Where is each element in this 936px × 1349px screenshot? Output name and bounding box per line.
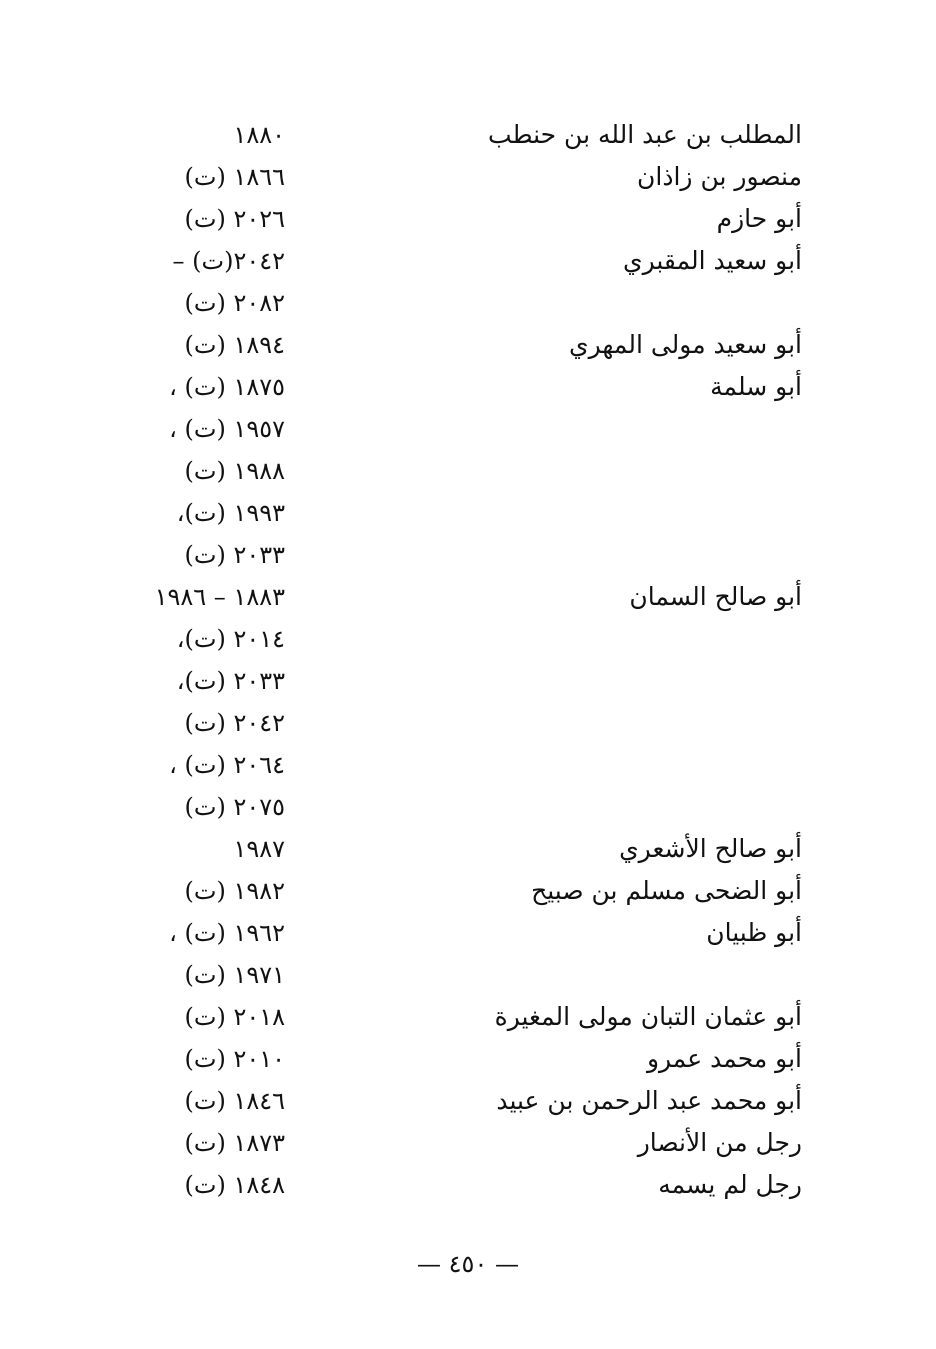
hadith-reference: ١٩٥٧ (ت) ، [169,415,285,443]
index-row [0,996,936,1038]
narrator-name: أبو الضحى مسلم بن صبيح [531,876,802,905]
index-row [0,408,936,450]
hadith-reference: ١٨٤٨ (ت) [184,1171,285,1199]
index-row [0,912,936,954]
index-row [0,114,936,156]
hadith-reference: ٢٠٣٣ (ت) [184,541,285,569]
narrator-name: رجل لم يسمه [658,1170,802,1199]
hadith-reference: ٢٠١٤ (ت)، [176,625,285,653]
index-row [0,954,936,996]
index-row [0,660,936,702]
hadith-reference: ١٩٨٨ (ت) [184,457,285,485]
hadith-reference: ١٩٧١ (ت) [184,961,285,989]
index-row [0,492,936,534]
narrator-name: أبو ظبيان [706,918,802,947]
narrator-name: أبو صالح السمان [629,582,802,611]
hadith-reference: ٢٠٨٢ (ت) [184,289,285,317]
index-row [0,702,936,744]
hadith-reference: ٢٠٣٣ (ت)، [176,667,285,695]
index-row [0,282,936,324]
index-row [0,534,936,576]
hadith-reference: ٢٠٦٤ (ت) ، [169,751,285,779]
index-row [0,744,936,786]
index-row [0,1080,936,1122]
index-row [0,1122,936,1164]
index-list [0,114,936,1206]
hadith-reference: ١٨٦٦ (ت) [184,163,285,191]
narrator-name: أبو سلمة [710,372,802,401]
index-row [0,1038,936,1080]
hadith-reference: ٢٠١٠ (ت) [184,1045,285,1073]
hadith-reference: ١٨٧٣ (ت) [184,1129,285,1157]
hadith-reference: ١٨٤٦ (ت) [184,1087,285,1115]
index-row [0,198,936,240]
hadith-reference: ٢٠٤٢ (ت) [184,709,285,737]
index-row [0,240,936,282]
narrator-name: رجل من الأنصار [637,1128,802,1157]
hadith-reference: ٢٠٢٦ (ت) [184,205,285,233]
hadith-reference: ١٩٦٢ (ت) ، [169,919,285,947]
hadith-reference: ١٨٨٠ [233,121,285,149]
narrator-name: المطلب بن عبد الله بن حنطب [488,120,802,149]
hadith-reference: ١٨٧٥ (ت) ، [169,373,285,401]
index-row [0,450,936,492]
hadith-reference: ١٩٨٧ [233,835,285,863]
narrator-name: منصور بن زاذان [637,162,802,191]
hadith-reference: ١٨٨٣ – ١٩٨٦ [154,583,285,611]
index-row [0,156,936,198]
index-row [0,828,936,870]
narrator-name: أبو حازم [716,204,802,233]
narrator-name: أبو محمد عبد الرحمن بن عبيد [496,1086,802,1115]
index-row [0,618,936,660]
hadith-reference: ١٨٩٤ (ت) [184,331,285,359]
narrator-name: أبو محمد عمرو [646,1044,802,1073]
hadith-reference: ١٩٨٢ (ت) [184,877,285,905]
hadith-reference: ٢٠٧٥ (ت) [184,793,285,821]
index-row [0,366,936,408]
index-row [0,786,936,828]
page-number: — ٤٥٠ — [417,1250,519,1278]
narrator-name: أبو عثمان التبان مولى المغيرة [494,1002,802,1031]
hadith-reference: ٢٠١٨ (ت) [184,1003,285,1031]
hadith-reference: ٢٠٤٢(ت) – [172,247,285,275]
narrator-name: أبو صالح الأشعري [619,834,802,863]
narrator-name: أبو سعيد مولى المهري [569,330,802,359]
index-row [0,1164,936,1206]
hadith-reference: ١٩٩٣ (ت)، [176,499,285,527]
narrator-name: أبو سعيد المقبري [623,246,802,275]
index-row [0,576,936,618]
index-row [0,324,936,366]
index-row [0,870,936,912]
